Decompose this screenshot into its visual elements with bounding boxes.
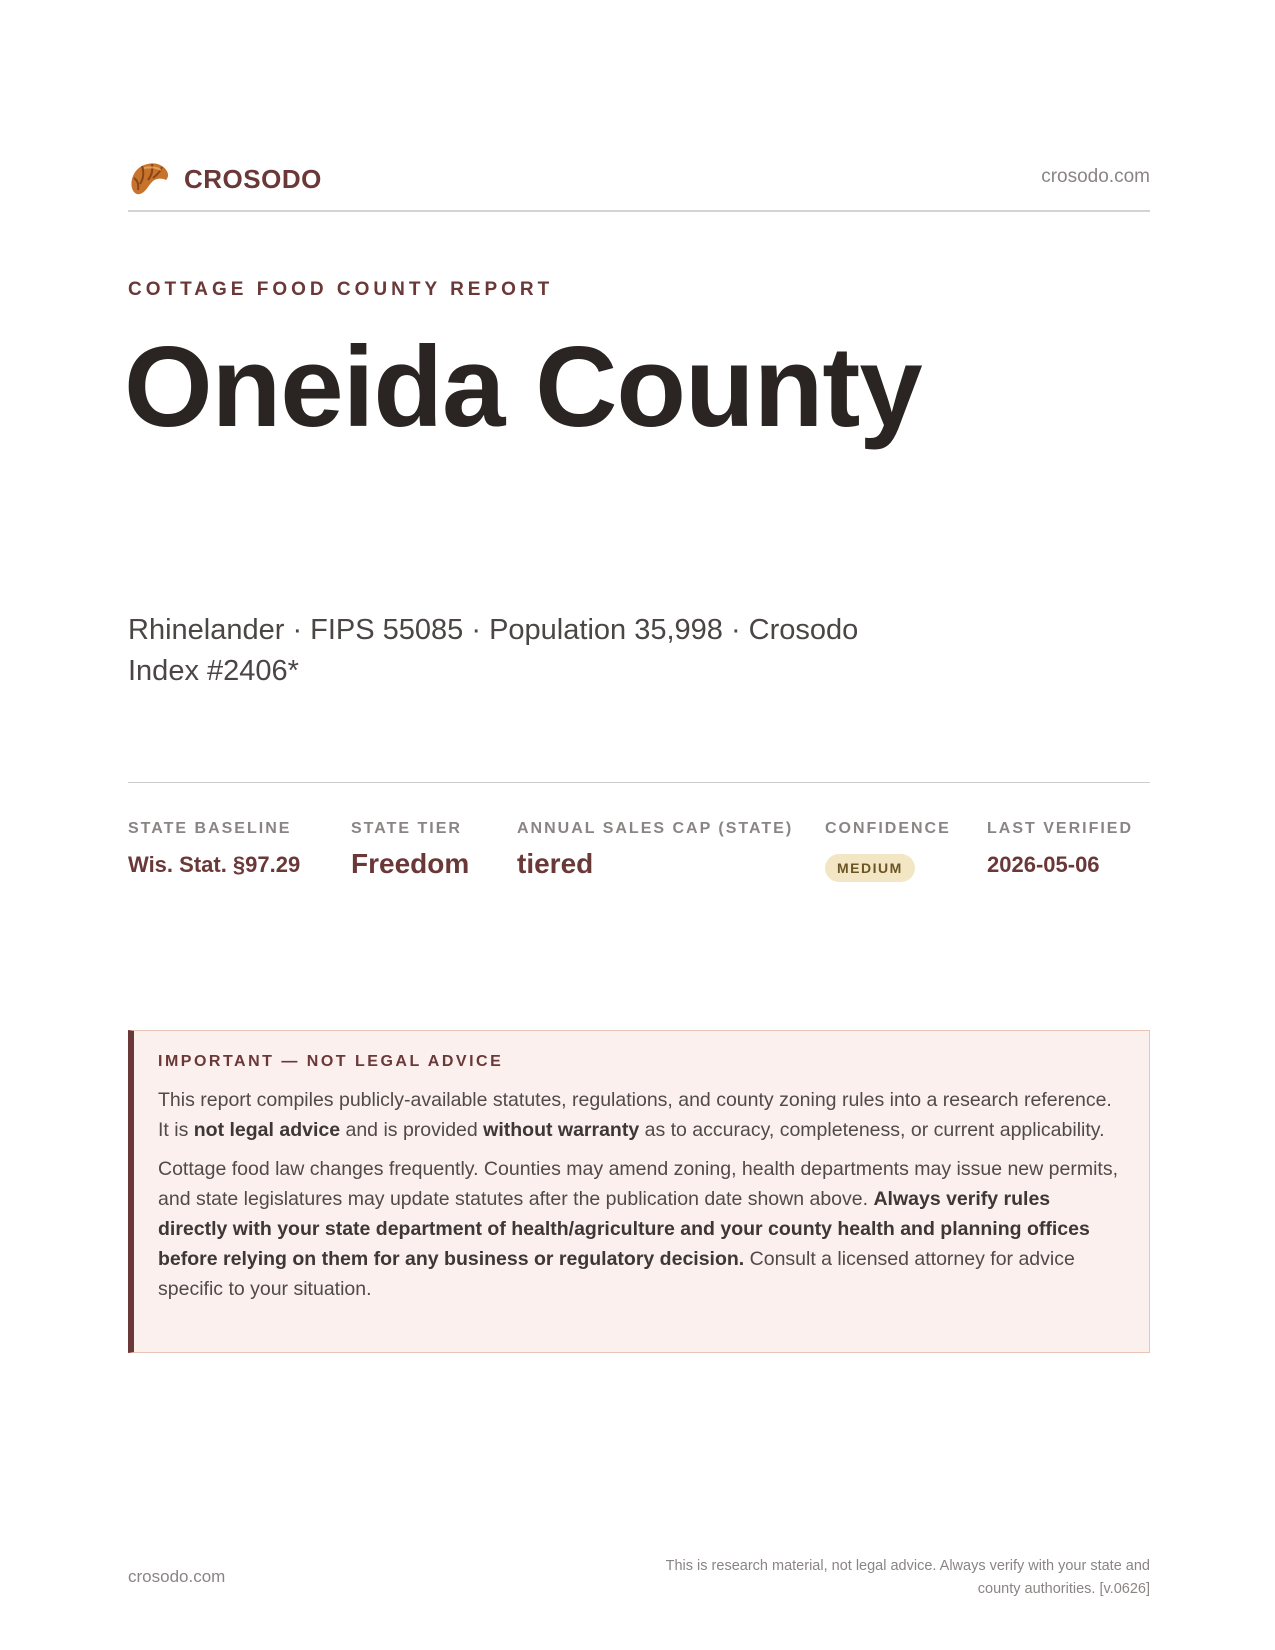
page-title: Oneida County [124, 324, 922, 451]
stat-label: STATE TIER [351, 820, 462, 837]
notice-text: Cottage food law changes frequently. Counties may amend zoning, health departments may issue new permits, and state legislatures may update statutes after the publication date shown above. [158, 1158, 1118, 1210]
report-page [124, 0, 1150, 1650]
page-header [128, 158, 1150, 200]
stat-confidence [825, 820, 951, 882]
notice-title: IMPORTANT — NOT LEGAL ADVICE [158, 1053, 504, 1070]
notice-paragraph-2 [158, 1154, 1123, 1304]
report-eyebrow: COTTAGE FOOD COUNTY REPORT [128, 279, 554, 300]
footer-site-url[interactable]: crosodo.com [128, 1567, 226, 1586]
stat-label: CONFIDENCE [825, 820, 951, 837]
notice-paragraph-1 [158, 1085, 1123, 1145]
stat-label: STATE BASELINE [128, 820, 292, 837]
stat-annual-sales-cap [517, 820, 793, 880]
county-subtitle: Rhinelander · FIPS 55085 · Population 35,998 · Crosodo Index #2406* [128, 614, 859, 687]
stat-value: tiered [517, 848, 594, 879]
stat-state-baseline [128, 820, 300, 878]
stat-value: Freedom [351, 848, 470, 879]
notice-text: as to accuracy, completeness, or current applicability. [639, 1119, 1105, 1141]
stat-value: Wis. Stat. §97.29 [128, 852, 301, 877]
confidence-badge: MEDIUM [825, 854, 915, 882]
notice-text: This report compiles publicly-available statutes, regulations, and county zoning rules into a research reference. It is [158, 1089, 1112, 1141]
brand-name: CROSODO [184, 163, 322, 194]
stat-label: ANNUAL SALES CAP (STATE) [517, 820, 794, 837]
notice-emphasis: not legal advice [193, 1119, 341, 1141]
croissant-icon [128, 158, 172, 200]
notice-text: Consult a licensed attorney for advice specific to your situation. [158, 1248, 1075, 1300]
notice-emphasis: Always verify rules directly with your state department of health/agriculture and your county health and planning offices before relying on them for any business or regulatory decision. [158, 1188, 1090, 1270]
stat-state-tier [351, 820, 469, 880]
header-divider [128, 210, 1150, 212]
stats-divider [128, 782, 1150, 783]
stat-last-verified [987, 820, 1133, 878]
stat-value: 2026-05-06 [987, 852, 1100, 877]
site-url[interactable]: crosodo.com [1041, 166, 1150, 187]
brand [128, 158, 322, 200]
footer-disclaimer: This is research material, not legal advice. Always verify with your state and county authorities. [v.0626] [665, 1558, 1150, 1597]
legal-notice [128, 1030, 1150, 1353]
notice-text: and is provided [340, 1119, 484, 1141]
notice-emphasis: without warranty [483, 1119, 640, 1141]
stat-label: LAST VERIFIED [987, 820, 1134, 837]
